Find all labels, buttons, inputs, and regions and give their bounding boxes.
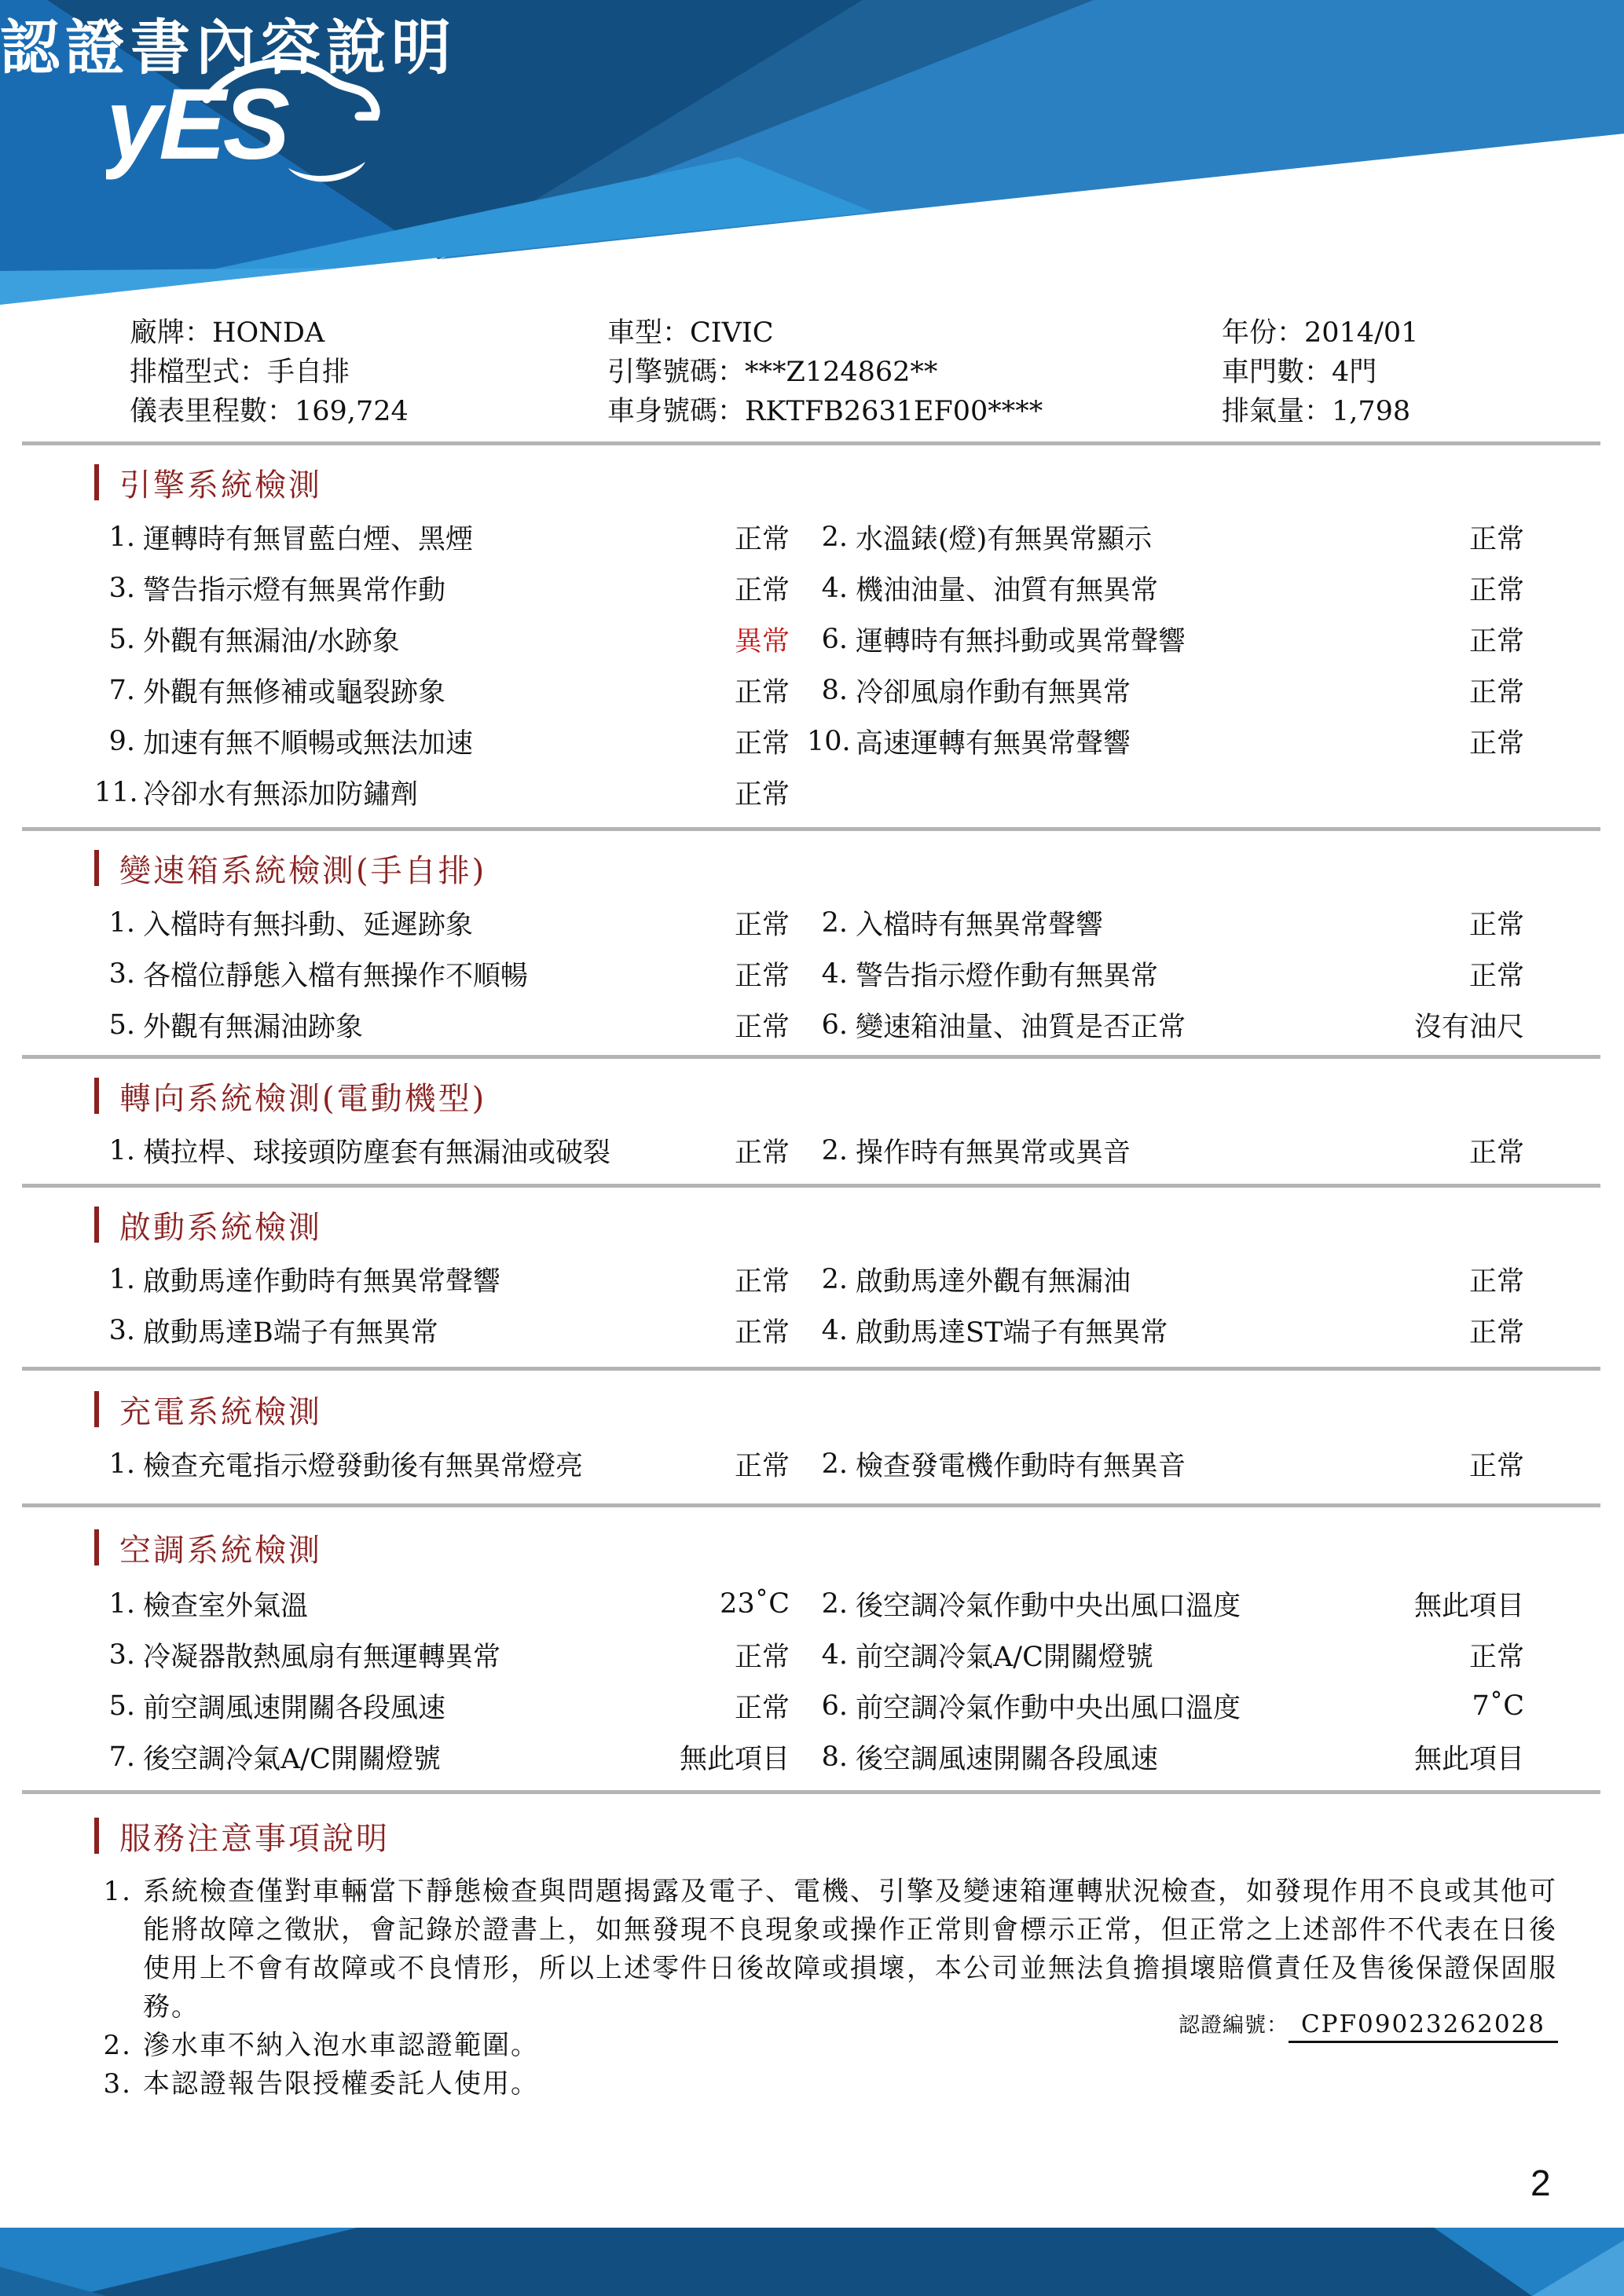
inspection-item bbox=[94, 1578, 790, 1629]
inspection-item bbox=[94, 1731, 790, 1782]
item-number: 4. bbox=[821, 1314, 848, 1346]
item-status: 正常 bbox=[1468, 523, 1524, 555]
inspection-items bbox=[94, 1578, 1524, 1782]
item-status: 23˚C bbox=[720, 1587, 790, 1620]
inspection-item bbox=[790, 1125, 1524, 1176]
item-number: 3. bbox=[108, 1314, 135, 1346]
item-status: 正常 bbox=[734, 909, 790, 941]
section-title-row bbox=[94, 1390, 1524, 1429]
item-status: 正常 bbox=[734, 1692, 790, 1724]
inspection-item bbox=[94, 897, 790, 948]
item-number: 6. bbox=[821, 623, 848, 655]
section-title: 啟動系統檢測 bbox=[119, 1209, 322, 1246]
item-label: 前空調風速開關各段風速 bbox=[143, 1692, 446, 1724]
item-status: 7˚C bbox=[1472, 1690, 1524, 1722]
inspection-items bbox=[94, 1125, 1524, 1176]
item-number: 6. bbox=[821, 1690, 848, 1722]
section-title-bar bbox=[94, 1078, 99, 1114]
item-status: 正常 bbox=[1468, 1265, 1524, 1298]
section-title-bar bbox=[94, 850, 99, 886]
page-number: 2 bbox=[1531, 2162, 1551, 2203]
inspection-item bbox=[94, 716, 790, 767]
inspection-item bbox=[94, 999, 790, 1050]
inspection-item bbox=[94, 948, 790, 999]
note-item bbox=[94, 2065, 1565, 2104]
section-starting bbox=[94, 1205, 1524, 1356]
section-title-row bbox=[94, 1205, 1524, 1244]
item-label: 後空調冷氣A/C開關燈號 bbox=[143, 1743, 441, 1775]
item-status: 正常 bbox=[734, 778, 790, 811]
item-status: 正常 bbox=[734, 1137, 790, 1169]
item-number: 2. bbox=[821, 906, 848, 939]
item-status: 正常 bbox=[1468, 909, 1524, 941]
item-label: 橫拉桿、球接頭防塵套有無漏油或破裂 bbox=[143, 1137, 611, 1169]
item-label: 操作時有無異常或異音 bbox=[856, 1137, 1131, 1169]
item-number: 4. bbox=[821, 1639, 848, 1671]
item-status: 正常 bbox=[1468, 960, 1524, 992]
item-status: 無此項目 bbox=[1413, 1590, 1524, 1622]
section-air-conditioning bbox=[94, 1528, 1524, 1782]
item-number: 8. bbox=[821, 674, 848, 706]
note-text: 本認證報告限授權委託人使用。 bbox=[143, 2068, 539, 2100]
inspection-items bbox=[94, 897, 1524, 1050]
item-status: 正常 bbox=[734, 1011, 790, 1043]
item-number: 1. bbox=[108, 1263, 135, 1295]
inspection-item bbox=[94, 665, 790, 716]
item-status: 正常 bbox=[734, 574, 790, 606]
item-number: 5. bbox=[108, 1690, 135, 1722]
item-status: 正常 bbox=[734, 1641, 790, 1673]
item-label: 入檔時有無抖動、延遲跡象 bbox=[143, 909, 474, 941]
item-label: 冷凝器散熱風扇有無運轉異常 bbox=[143, 1641, 501, 1673]
item-status: 無此項目 bbox=[1413, 1743, 1524, 1775]
inspection-item bbox=[94, 1305, 790, 1356]
section-title-bar bbox=[94, 1207, 99, 1243]
item-status: 正常 bbox=[1468, 676, 1524, 709]
item-number: 4. bbox=[821, 958, 848, 990]
inspection-item bbox=[790, 897, 1524, 948]
inspection-item bbox=[94, 511, 790, 562]
vehicle-info-field: 排檔型式：手自排 bbox=[130, 357, 350, 388]
logo-text: yES bbox=[106, 68, 287, 181]
section-title: 充電系統檢測 bbox=[119, 1393, 322, 1430]
inspection-item bbox=[790, 1438, 1524, 1489]
vehicle-info-field: 廠牌：HONDA bbox=[130, 317, 325, 349]
section-divider bbox=[22, 827, 1600, 831]
item-number: 3. bbox=[108, 1639, 135, 1671]
item-number: 10. bbox=[807, 725, 851, 757]
note-item bbox=[94, 1873, 1565, 2027]
item-number: 5. bbox=[108, 623, 135, 655]
item-number: 1. bbox=[108, 906, 135, 939]
item-number: 2. bbox=[821, 1134, 848, 1166]
item-status: 正常 bbox=[1468, 1316, 1524, 1349]
inspection-item bbox=[790, 716, 1524, 767]
vehicle-info-field: 年份：2014/01 bbox=[1222, 317, 1419, 349]
item-label: 檢查發電機作動時有無異音 bbox=[856, 1450, 1186, 1482]
section-title: 轉向系統檢測(電動機型) bbox=[119, 1080, 487, 1117]
item-label: 檢查室外氣溫 bbox=[143, 1590, 309, 1622]
item-status: 正常 bbox=[1468, 625, 1524, 657]
item-status: 正常 bbox=[734, 960, 790, 992]
section-title-row bbox=[94, 1528, 1524, 1567]
item-label: 啟動馬達作動時有無異常聲響 bbox=[143, 1265, 501, 1298]
item-label: 檢查充電指示燈發動後有無異常燈亮 bbox=[143, 1450, 584, 1482]
item-label: 啟動馬達B端子有無異常 bbox=[143, 1316, 438, 1349]
item-number: 7. bbox=[108, 1741, 135, 1773]
certificate-number-value: CPF09023262028 bbox=[1289, 2010, 1558, 2043]
item-label: 冷卻水有無添加防鏽劑 bbox=[143, 778, 419, 811]
item-number: 4. bbox=[821, 572, 848, 604]
section-title: 空調系統檢測 bbox=[119, 1532, 322, 1569]
section-title-bar bbox=[94, 1529, 99, 1565]
section-engine bbox=[94, 463, 1524, 818]
item-status: 正常 bbox=[734, 523, 790, 555]
inspection-items bbox=[94, 1438, 1524, 1489]
item-label: 高速運轉有無異常聲響 bbox=[856, 727, 1131, 760]
section-title-row bbox=[94, 1076, 1524, 1115]
inspection-item bbox=[790, 1731, 1524, 1782]
section-title-bar bbox=[94, 1391, 99, 1427]
section-divider bbox=[22, 1503, 1600, 1507]
item-status: 正常 bbox=[734, 1265, 790, 1298]
item-status-abnormal: 異常 bbox=[734, 625, 790, 657]
inspection-item bbox=[790, 613, 1524, 665]
note-text: 滲水車不納入泡水車認證範圍。 bbox=[143, 2030, 539, 2061]
inspection-item bbox=[94, 1680, 790, 1731]
item-label: 前空調冷氣作動中央出風口溫度 bbox=[856, 1692, 1241, 1724]
footer-banner bbox=[0, 2228, 1624, 2296]
inspection-item bbox=[94, 562, 790, 613]
item-number: 6. bbox=[821, 1009, 848, 1041]
item-label: 入檔時有無異常聲響 bbox=[856, 909, 1104, 941]
vehicle-info-field: 車身號碼：RKTFB2631EF00**** bbox=[607, 396, 1043, 427]
item-number: 2. bbox=[821, 1448, 848, 1480]
item-label: 後空調冷氣作動中央出風口溫度 bbox=[856, 1590, 1241, 1622]
inspection-item bbox=[790, 1680, 1524, 1731]
item-number: 1. bbox=[108, 1134, 135, 1166]
inspection-item bbox=[790, 1305, 1524, 1356]
item-number: 8. bbox=[821, 1741, 848, 1773]
inspection-item bbox=[790, 1629, 1524, 1680]
item-number: 9. bbox=[108, 725, 135, 757]
section-charging bbox=[94, 1390, 1524, 1489]
item-status: 正常 bbox=[734, 1316, 790, 1349]
inspection-item bbox=[790, 999, 1524, 1050]
service-notes bbox=[94, 1816, 1565, 2104]
certificate-number-label: 認證編號： bbox=[1178, 2013, 1289, 2038]
vehicle-info-field: 排氣量：1,798 bbox=[1222, 396, 1411, 427]
inspection-item bbox=[94, 1254, 790, 1305]
item-label: 運轉時有無冒藍白煙、黑煙 bbox=[143, 523, 474, 555]
item-label: 各檔位靜態入檔有無操作不順暢 bbox=[143, 960, 529, 992]
item-status: 正常 bbox=[1468, 1450, 1524, 1482]
section-divider bbox=[22, 1790, 1600, 1794]
certificate-number bbox=[1179, 2008, 1558, 2039]
vehicle-info-grid bbox=[130, 311, 1524, 429]
item-status: 正常 bbox=[1468, 727, 1524, 760]
page-title: 認證書內容說明 bbox=[0, 15, 456, 82]
item-status: 無此項目 bbox=[679, 1743, 790, 1775]
section-divider bbox=[22, 1055, 1600, 1059]
inspection-item bbox=[94, 1629, 790, 1680]
item-status: 沒有油尺 bbox=[1413, 1011, 1524, 1043]
section-divider bbox=[22, 1184, 1600, 1188]
item-label: 外觀有無漏油/水跡象 bbox=[143, 625, 400, 657]
item-status: 正常 bbox=[1468, 1137, 1524, 1169]
item-number: 2. bbox=[821, 1263, 848, 1295]
item-label: 外觀有無漏油跡象 bbox=[143, 1011, 364, 1043]
section-title: 引擎系統檢測 bbox=[119, 467, 322, 504]
item-label: 冷卻風扇作動有無異常 bbox=[856, 676, 1131, 709]
item-status: 正常 bbox=[1468, 1641, 1524, 1673]
item-status: 正常 bbox=[734, 727, 790, 760]
inspection-item bbox=[94, 1125, 790, 1176]
section-title-bar bbox=[94, 1818, 99, 1854]
vehicle-info-field: 車門數：4門 bbox=[1222, 357, 1377, 388]
item-label: 外觀有無修補或龜裂跡象 bbox=[143, 676, 446, 709]
section-title-row bbox=[94, 463, 1524, 502]
item-status: 正常 bbox=[1468, 574, 1524, 606]
item-status: 正常 bbox=[734, 1450, 790, 1482]
item-label: 機油油量、油質有無異常 bbox=[856, 574, 1159, 606]
section-title-bar bbox=[94, 464, 99, 500]
item-label: 前空調冷氣A/C開關燈號 bbox=[856, 1641, 1153, 1673]
item-label: 警告指示燈有無異常作動 bbox=[143, 574, 446, 606]
item-label: 警告指示燈作動有無異常 bbox=[856, 960, 1159, 992]
item-status: 正常 bbox=[734, 676, 790, 709]
item-number: 3. bbox=[108, 572, 135, 604]
notes-list bbox=[94, 1873, 1565, 2104]
section-title-row bbox=[94, 1816, 1565, 1855]
item-label: 啟動馬達外觀有無漏油 bbox=[856, 1265, 1131, 1298]
inspection-item bbox=[790, 511, 1524, 562]
note-text: 系統檢查僅對車輛當下靜態檢查與問題揭露及電子、電機、引擎及變速箱運轉狀況檢查，如發現作用不良或其他可能將故障之徵狀，會記錄於證書上，如無發現不良現象或操作正常則會標示正常，但正常之上述部件不代表在日後使用上不會有故障或不良情形，所以上述零件日後故障或損壞，本公司並無法負擔損壞賠償責任及售後保證保固服務。 bbox=[143, 1876, 1557, 2023]
section-transmission bbox=[94, 848, 1524, 1050]
section-title: 服務注意事項說明 bbox=[119, 1820, 390, 1857]
item-number: 1. bbox=[108, 1448, 135, 1480]
inspection-item bbox=[790, 1254, 1524, 1305]
item-number: 11. bbox=[94, 776, 138, 808]
vehicle-info-field: 儀表里程數：169,724 bbox=[130, 396, 409, 427]
note-number: 2. bbox=[103, 2030, 132, 2061]
note-number: 3. bbox=[103, 2068, 132, 2100]
vehicle-info-field: 引擎號碼：***Z124862** bbox=[607, 357, 938, 388]
inspection-item bbox=[790, 665, 1524, 716]
vehicle-info-field: 車型：CIVIC bbox=[607, 317, 774, 349]
section-title-row bbox=[94, 848, 1524, 888]
item-label: 水溫錶(燈)有無異常顯示 bbox=[856, 523, 1153, 555]
inspection-item bbox=[94, 767, 790, 818]
section-title: 變速箱系統檢測(手自排) bbox=[119, 852, 487, 889]
section-steering bbox=[94, 1076, 1524, 1176]
inspection-item bbox=[790, 948, 1524, 999]
item-label: 運轉時有無抖動或異常聲響 bbox=[856, 625, 1186, 657]
item-number: 2. bbox=[821, 521, 848, 553]
section-divider bbox=[22, 1367, 1600, 1371]
inspection-item bbox=[94, 613, 790, 665]
item-number: 5. bbox=[108, 1009, 135, 1041]
inspection-items bbox=[94, 511, 1524, 818]
item-number: 7. bbox=[108, 674, 135, 706]
section-divider bbox=[22, 441, 1600, 445]
item-label: 變速箱油量、油質是否正常 bbox=[856, 1011, 1186, 1043]
inspection-item bbox=[94, 1438, 790, 1489]
item-number: 3. bbox=[108, 958, 135, 990]
item-label: 啟動馬達ST端子有無異常 bbox=[856, 1316, 1168, 1349]
item-number: 1. bbox=[108, 521, 135, 553]
inspection-item bbox=[790, 1578, 1524, 1629]
item-number: 1. bbox=[108, 1587, 135, 1620]
inspection-item bbox=[790, 562, 1524, 613]
inspection-items bbox=[94, 1254, 1524, 1356]
note-number: 1. bbox=[103, 1876, 132, 1907]
item-label: 後空調風速開關各段風速 bbox=[856, 1743, 1159, 1775]
item-label: 加速有無不順暢或無法加速 bbox=[143, 727, 474, 760]
item-number: 2. bbox=[821, 1587, 848, 1620]
